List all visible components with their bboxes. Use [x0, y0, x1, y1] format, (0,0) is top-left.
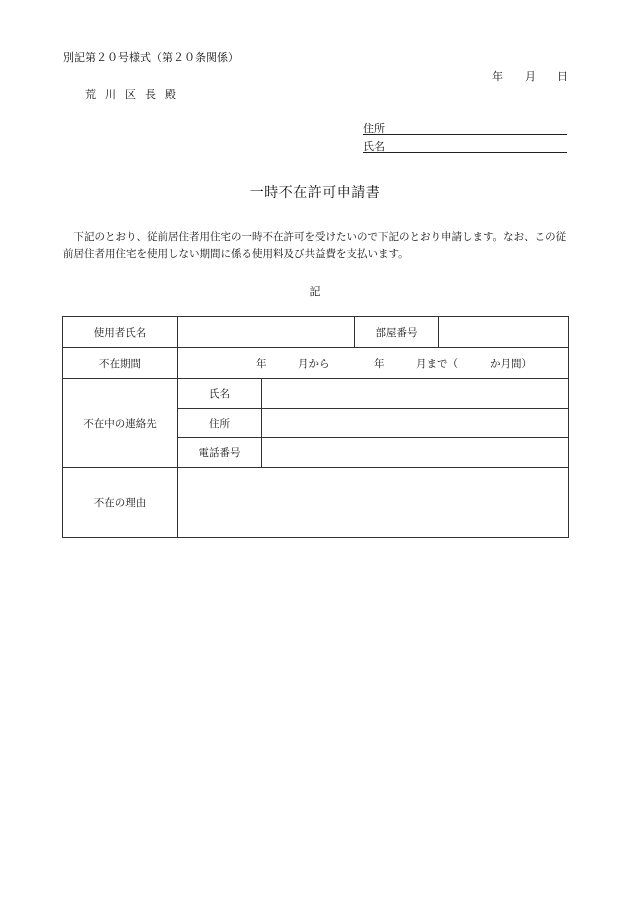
- contact-label: 不在中の連絡先: [63, 379, 178, 468]
- form-number: 別記第２０号様式（第２０条関係）: [63, 51, 239, 64]
- reason-label: 不在の理由: [63, 468, 178, 538]
- user-name-label: 使用者氏名: [63, 317, 178, 348]
- period-month-to: 月まで（: [416, 358, 458, 370]
- application-table: [62, 316, 569, 538]
- document-title: 一時不在許可申請書: [249, 185, 381, 201]
- room-number-field[interactable]: [439, 317, 569, 348]
- contact-address-label: 住所: [178, 409, 262, 438]
- contact-name-label: 氏名: [178, 379, 262, 409]
- absence-period-label: 不在期間: [63, 348, 178, 379]
- body-text: 下記のとおり、従前居住者用住宅の一時不在許可を受けたいので下記のとおり申請します。なお、この従前居住者用住宅を使用しない期間に係る使用料及び共益費を支払います。: [63, 231, 567, 260]
- applicant-address-line[interactable]: [363, 120, 567, 135]
- contact-phone-field[interactable]: [262, 438, 569, 468]
- contact-name-field[interactable]: [262, 379, 569, 409]
- date-day-label: 日: [557, 70, 568, 83]
- period-month-from: 月から: [298, 358, 330, 370]
- absence-period-field[interactable]: [178, 348, 569, 379]
- reason-field[interactable]: [178, 468, 569, 538]
- body-paragraph: [63, 229, 568, 263]
- addressee: 荒川区長殿: [85, 88, 185, 101]
- room-number-label: 部屋番号: [355, 317, 439, 348]
- user-name-field[interactable]: [178, 317, 355, 348]
- period-year-to: 年: [374, 358, 385, 370]
- contact-phone-label: 電話番号: [178, 438, 262, 468]
- date-month-label: 月: [525, 70, 536, 83]
- applicant-address-label: 住所: [363, 122, 385, 135]
- period-year-from: 年: [256, 358, 267, 370]
- ki-heading: 記: [309, 285, 321, 298]
- contact-address-field[interactable]: [262, 409, 569, 438]
- applicant-name-line[interactable]: [363, 138, 567, 153]
- applicant-name-label: 氏名: [363, 140, 385, 153]
- date-year-label: 年: [492, 70, 503, 83]
- period-months: か月間）: [490, 358, 532, 370]
